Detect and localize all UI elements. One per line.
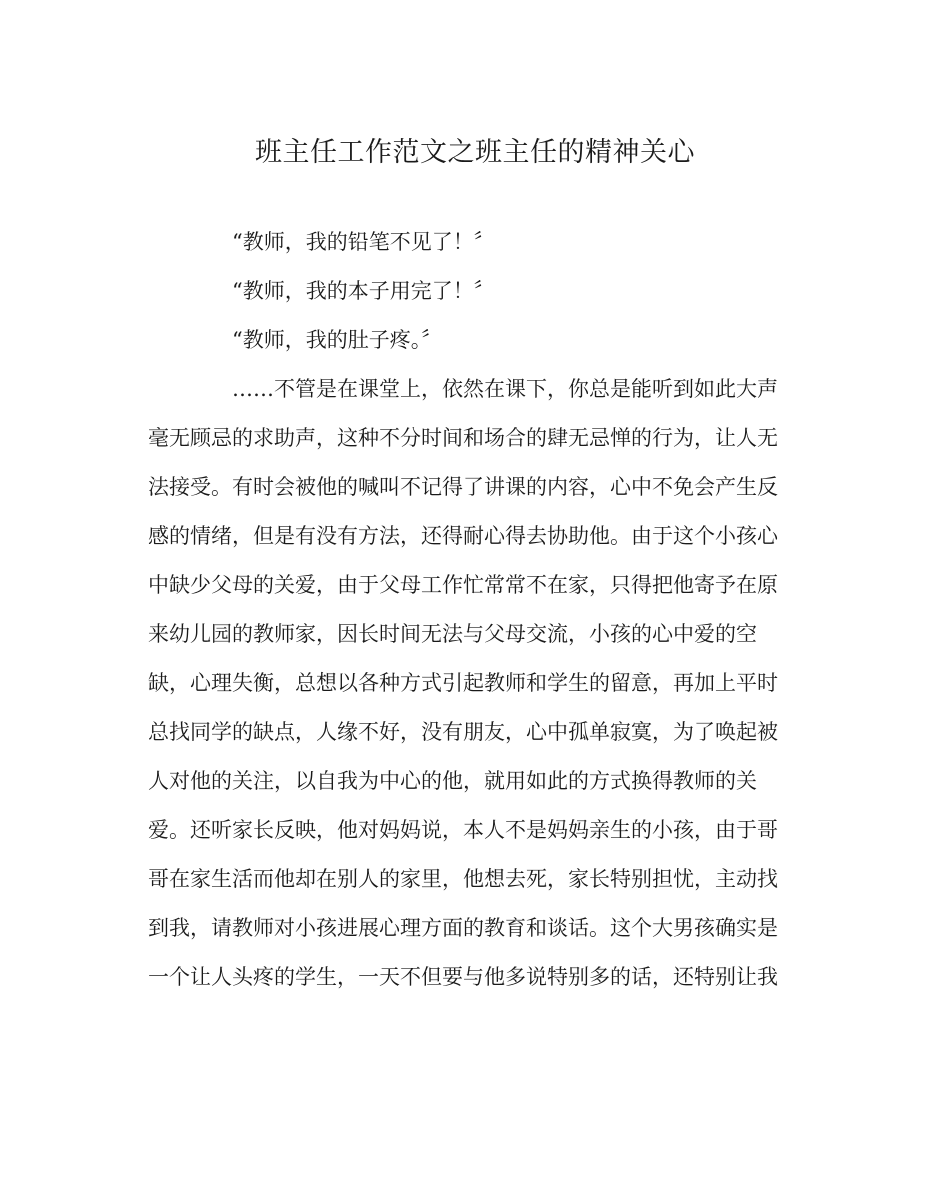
paragraph-line: ……不管是在课堂上，依然在课下，你总是能听到如此大声 [232,377,778,401]
paragraph-line: 缺，心理失衡，总想以各种方式引起教师和学生的留意，再加上平时 [148,671,778,695]
paragraph-line: 爱。还听家长反映，他对妈妈说，本人不是妈妈亲生的小孩，由于哥 [148,818,778,842]
paragraph-line: 总找同学的缺点，人缘不好，没有朋友，心中孤单寂寞，为了唤起被 [148,720,778,744]
paragraph-line: 哥在家生活而他却在别人的家里，他想去死，家长特别担忧，主动找 [148,867,778,891]
paragraph-line: 人对他的关注，以自我为中心的他，就用如此的方式换得教师的关 [148,769,757,793]
quote-line-3: “教师，我的肚子疼。〞 [232,328,443,352]
main-paragraph [148,365,808,1002]
document-body [148,218,808,1002]
document-title: 班主任工作范文之班主任的精神关心 [255,137,695,168]
paragraph-line: 毫无顾忌的求助声，这种不分时间和场合的肆无忌惮的行为，让人无 [148,426,778,450]
paragraph-line: 法接受。有时会被他的喊叫不记得了讲课的内容，心中不免会产生反 [148,475,778,499]
paragraph-line: 中缺少父母的关爱，由于父母工作忙常常不在家，只得把他寄予在原 [148,573,778,597]
quote-line-2: “教师，我的本子用完了！〞 [232,279,495,303]
paragraph-line: 一个让人头疼的学生，一天不但要与他多说特别多的话，还特别让我 [148,965,778,989]
paragraph-line: 来幼儿园的教师家，因长时间无法与父母交流，小孩的心中爱的空 [148,622,757,646]
paragraph-line: 感的情绪，但是有没有方法，还得耐心得去协助他。由于这个小孩心 [148,524,778,548]
quote-line-1: “教师，我的铅笔不见了！〞 [232,230,495,254]
paragraph-line: 到我，请教师对小孩进展心理方面的教育和谈话。这个大男孩确实是 [148,916,778,940]
